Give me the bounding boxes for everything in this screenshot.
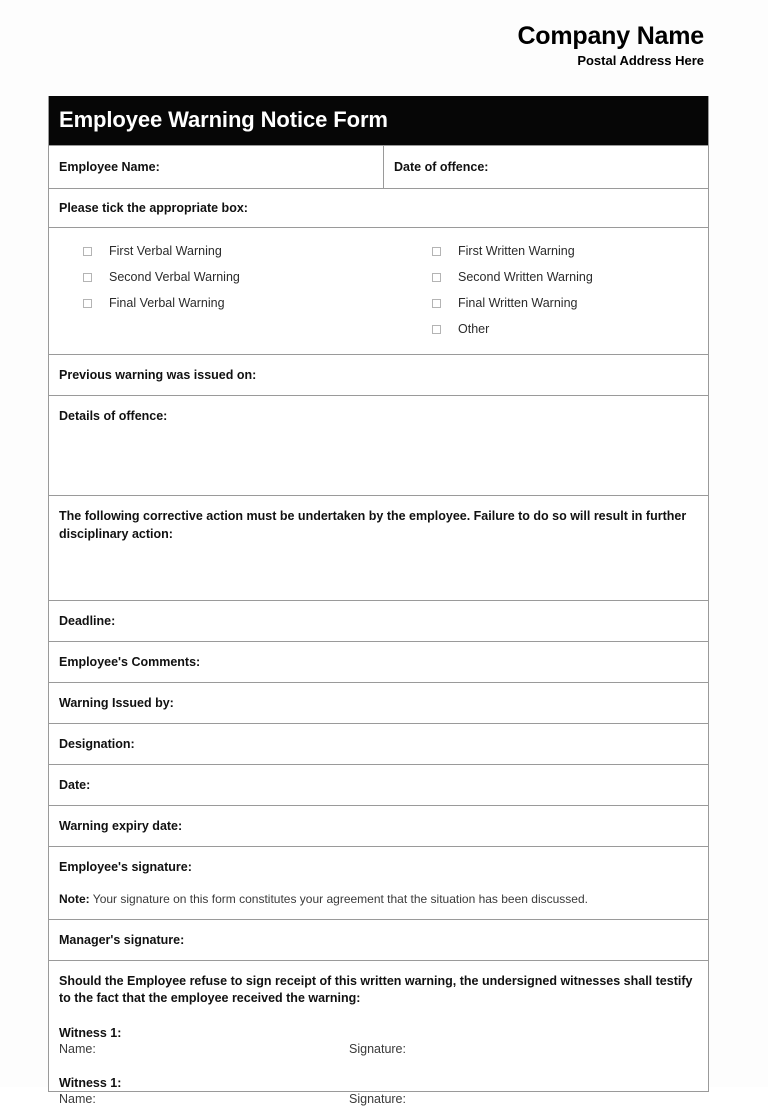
checkbox-item[interactable] <box>432 264 708 290</box>
company-name: Company Name <box>517 22 704 50</box>
deadline-label: Deadline: <box>59 614 116 629</box>
witness-name-label[interactable]: Name: <box>59 1092 96 1107</box>
postal-address: Postal Address Here <box>577 53 704 68</box>
witness-name-label[interactable]: Name: <box>59 1042 96 1057</box>
warning-issued-by-field[interactable] <box>49 682 708 723</box>
previous-warning-field[interactable] <box>49 354 708 395</box>
checkbox-label: Other <box>458 321 490 336</box>
witness-section <box>49 960 708 1107</box>
details-of-offence-field[interactable] <box>49 395 708 495</box>
checkbox-label: Final Verbal Warning <box>109 295 225 310</box>
form-title-banner <box>49 96 708 145</box>
deadline-field[interactable] <box>49 600 708 641</box>
date-of-offence-field[interactable] <box>384 146 708 188</box>
employee-name-label: Employee Name: <box>59 160 160 175</box>
witness-intro-text: Should the Employee refuse to sign receipt of this written warning, the undersigned witnesses shall testify to the fact that the employee received the warning: <box>59 973 693 1005</box>
witness-fields <box>59 1092 694 1108</box>
details-of-offence-label: Details of offence: <box>59 409 168 424</box>
employee-signature-label: Employee's signature: <box>59 860 192 875</box>
previous-warning-label: Previous warning was issued on: <box>59 368 257 383</box>
date-of-offence-label: Date of offence: <box>394 160 489 175</box>
note-text: Your signature on this form constitutes your agreement that the situation has been discussed. <box>92 892 588 907</box>
witness-title: Witness 1: <box>59 1075 122 1090</box>
checkbox-label: First Written Warning <box>458 243 575 258</box>
note-prefix: Note: <box>59 892 90 907</box>
tick-instruction-row <box>49 188 708 227</box>
employee-name-and-date-row <box>49 145 708 188</box>
date-field[interactable] <box>49 764 708 805</box>
employee-signature-field[interactable] <box>49 846 708 919</box>
checkbox-icon[interactable] <box>83 247 92 256</box>
witness-block <box>59 1026 694 1058</box>
designation-label: Designation: <box>59 737 135 752</box>
tick-instruction-label: Please tick the appropriate box: <box>59 201 248 216</box>
checkbox-item[interactable] <box>432 290 708 316</box>
checkbox-icon[interactable] <box>432 299 441 308</box>
designation-field[interactable] <box>49 723 708 764</box>
letterhead <box>517 22 704 69</box>
witness-signature-label[interactable]: Signature: <box>349 1042 406 1057</box>
witness-signature-label[interactable]: Signature: <box>349 1092 406 1107</box>
warning-issued-by-label: Warning Issued by: <box>59 696 174 711</box>
checkbox-label: First Verbal Warning <box>109 243 222 258</box>
warning-expiry-date-label: Warning expiry date: <box>59 819 183 834</box>
checkbox-icon[interactable] <box>83 299 92 308</box>
corrective-action-field[interactable] <box>49 495 708 600</box>
checkbox-label: Final Written Warning <box>458 295 578 310</box>
employee-warning-form-table <box>48 96 709 1107</box>
witness-block <box>59 1076 694 1108</box>
employee-name-field[interactable] <box>49 146 384 188</box>
checkbox-item[interactable] <box>83 264 413 290</box>
verbal-warning-column <box>49 238 413 342</box>
checkbox-icon[interactable] <box>83 273 92 282</box>
date-label: Date: <box>59 778 91 793</box>
checkbox-item[interactable] <box>83 238 413 264</box>
checkbox-icon[interactable] <box>432 325 441 334</box>
checkbox-item[interactable] <box>83 290 413 316</box>
checkbox-label: Second Verbal Warning <box>109 269 240 284</box>
checkbox-icon[interactable] <box>432 273 441 282</box>
checkbox-label: Second Written Warning <box>458 269 593 284</box>
checkbox-item[interactable] <box>432 316 708 342</box>
witness-title: Witness 1: <box>59 1025 122 1040</box>
witness-fields <box>59 1042 694 1058</box>
manager-signature-label: Manager's signature: <box>59 932 185 947</box>
checkbox-item[interactable] <box>432 238 708 264</box>
manager-signature-field[interactable] <box>49 919 708 960</box>
checkbox-icon[interactable] <box>432 247 441 256</box>
employee-comments-label: Employee's Comments: <box>59 655 201 670</box>
employee-comments-field[interactable] <box>49 641 708 682</box>
form-title: Employee Warning Notice Form <box>59 107 388 132</box>
signature-note <box>59 892 698 908</box>
warning-expiry-date-field[interactable] <box>49 805 708 846</box>
warning-type-checkbox-group <box>49 227 708 354</box>
written-warning-column <box>413 238 708 342</box>
corrective-action-label: The following corrective action must be undertaken by the employee. Failure to do so will result in further disciplinary action: <box>59 509 687 542</box>
